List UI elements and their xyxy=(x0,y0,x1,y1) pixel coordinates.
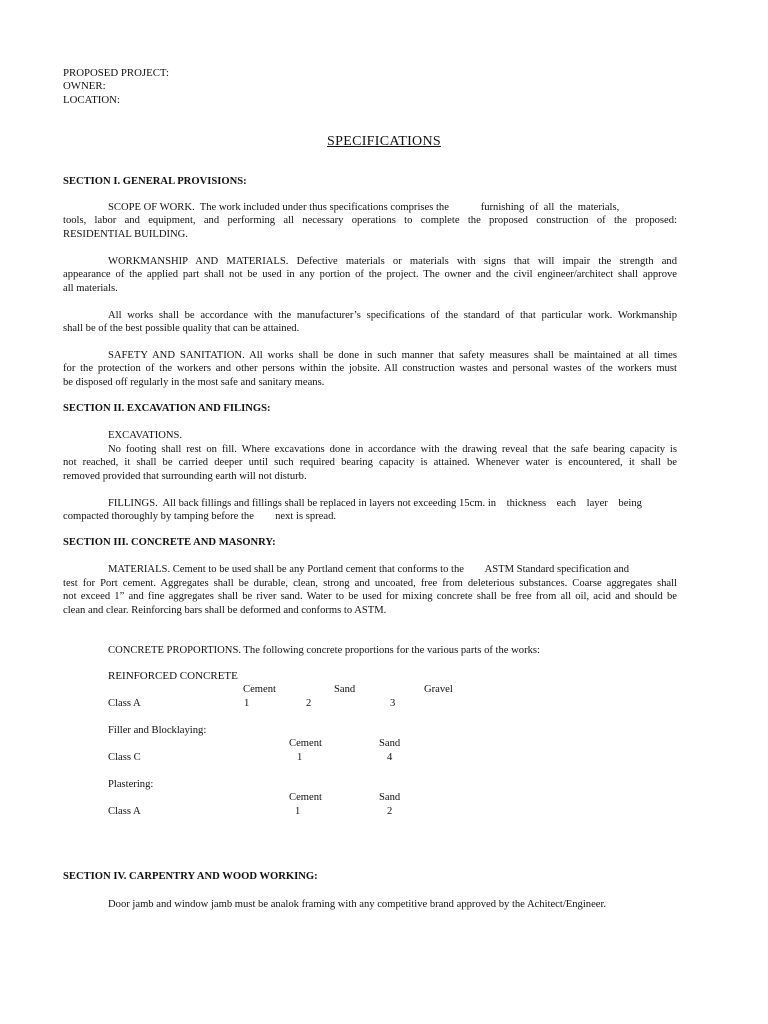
materials-line-1: MATERIALS. Cement to be used shall be any Portland cement that conforms to the ASTM Standard specification and xyxy=(108,564,630,575)
section-2-heading: SECTION II. EXCAVATION AND FILINGS: xyxy=(63,403,271,414)
section-1-heading: SECTION I. GENERAL PROVISIONS: xyxy=(63,176,247,187)
section-4-heading: SECTION IV. CARPENTRY AND WOOD WORKING: xyxy=(63,871,318,882)
fillings-line-2: compacted thoroughly by tamping before the next is spread. xyxy=(63,511,337,522)
filler-label: Filler and Blocklaying: xyxy=(108,725,207,736)
reinforced-header-cement: Cement xyxy=(243,684,276,695)
workmanship-line-2: appearance of the applied part shall not be used in any portion of the project. The owner and the civil engineer/architect shall approve xyxy=(63,269,677,280)
reinforced-header-sand: Sand xyxy=(334,684,356,695)
excavations-line-1: No footing shall rest on fill. Where excavations done in accordance with the drawing reveal that the safe bearing capacity is xyxy=(108,444,677,455)
reinforced-header-gravel: Gravel xyxy=(424,684,453,695)
reinforced-value-cement: 1 xyxy=(244,698,250,709)
reinforced-value-gravel: 3 xyxy=(390,698,396,709)
plastering-header-cement: Cement xyxy=(289,792,322,803)
filler-header-cement: Cement xyxy=(289,738,322,749)
workmanship-line-1: WORKMANSHIP AND MATERIALS. Defective materials or materials with signs that will impair the strength and xyxy=(108,256,677,267)
scope-line-2: tools, labor and equipment, and performing all necessary operations to complete the proposed construction of the proposed: xyxy=(63,215,677,226)
filler-value-cement: 1 xyxy=(297,752,303,763)
materials-line-2: test for Port cement. Aggregates shall be durable, clean, strong and uncoated, free from deleterious substances. Coarse aggregates shall xyxy=(63,578,677,589)
filler-class: Class C xyxy=(108,752,141,763)
plastering-header-sand: Sand xyxy=(379,792,401,803)
proposed-project-label: PROPOSED PROJECT: xyxy=(63,67,169,79)
reinforced-label: REINFORCED CONCRETE xyxy=(108,670,238,682)
allworks-line-2: shall be of the best possible quality that can be attained. xyxy=(63,323,300,334)
excavations-line-2: not reached, it shall be carried deeper until such required bearing capacity is attained. Whenever water is encountered, it shall be xyxy=(63,457,677,468)
excavations-line-3: removed provided that surrounding earth will not disturb. xyxy=(63,471,307,482)
proportions-intro: CONCRETE PROPORTIONS. The following concrete proportions for the various parts of the works: xyxy=(108,645,540,656)
filler-value-sand: 4 xyxy=(387,752,393,763)
location-label: LOCATION: xyxy=(63,94,120,106)
excavations-title: EXCAVATIONS. xyxy=(108,430,183,441)
plastering-class: Class A xyxy=(108,806,141,817)
page-title: SPECIFICATIONS xyxy=(327,134,441,149)
filler-header-sand: Sand xyxy=(379,738,401,749)
safety-line-3: be disposed off regularly in the most safe and sanitary means. xyxy=(63,377,325,388)
plastering-label: Plastering: xyxy=(108,779,154,790)
fillings-line-1: FILLINGS. All back fillings and fillings shall be replaced in layers not exceeding 15cm. in thickness each layer being xyxy=(108,498,642,509)
carpentry-text: Door jamb and window jamb must be analok framing with any competitive brand approved by the Achitect/Engineer. xyxy=(108,899,607,910)
safety-line-1: SAFETY AND SANITATION. All works shall be done in such manner that safety measures shall be maintained at all times xyxy=(108,350,677,361)
workmanship-line-3: all materials. xyxy=(63,283,118,294)
reinforced-class: Class A xyxy=(108,698,141,709)
owner-label: OWNER: xyxy=(63,80,106,92)
section-3-heading: SECTION III. CONCRETE AND MASONRY: xyxy=(63,537,276,548)
safety-line-2: for the protection of the workers and other persons within the jobsite. All construction wastes and personal wastes of the workers must xyxy=(63,363,677,374)
materials-line-4: clean and clear. Reinforcing bars shall be deformed and conforms to ASTM. xyxy=(63,605,387,616)
scope-line-3: RESIDENTIAL BUILDING. xyxy=(63,229,188,240)
plastering-value-sand: 2 xyxy=(387,806,393,817)
materials-line-3: not exceed 1” and fine aggregates shall be river sand. Water to be used for mixing concrete shall be free from all oil, acid and should be xyxy=(63,591,677,602)
scope-line-1: SCOPE OF WORK. The work included under thus specifications comprises the furnishing of all the materials, xyxy=(108,202,620,213)
allworks-line-1: All works shall be accordance with the manufacturer’s specifications of the standard of that particular work. Workmanship xyxy=(108,310,677,321)
plastering-value-cement: 1 xyxy=(295,806,301,817)
reinforced-value-sand: 2 xyxy=(306,698,312,709)
